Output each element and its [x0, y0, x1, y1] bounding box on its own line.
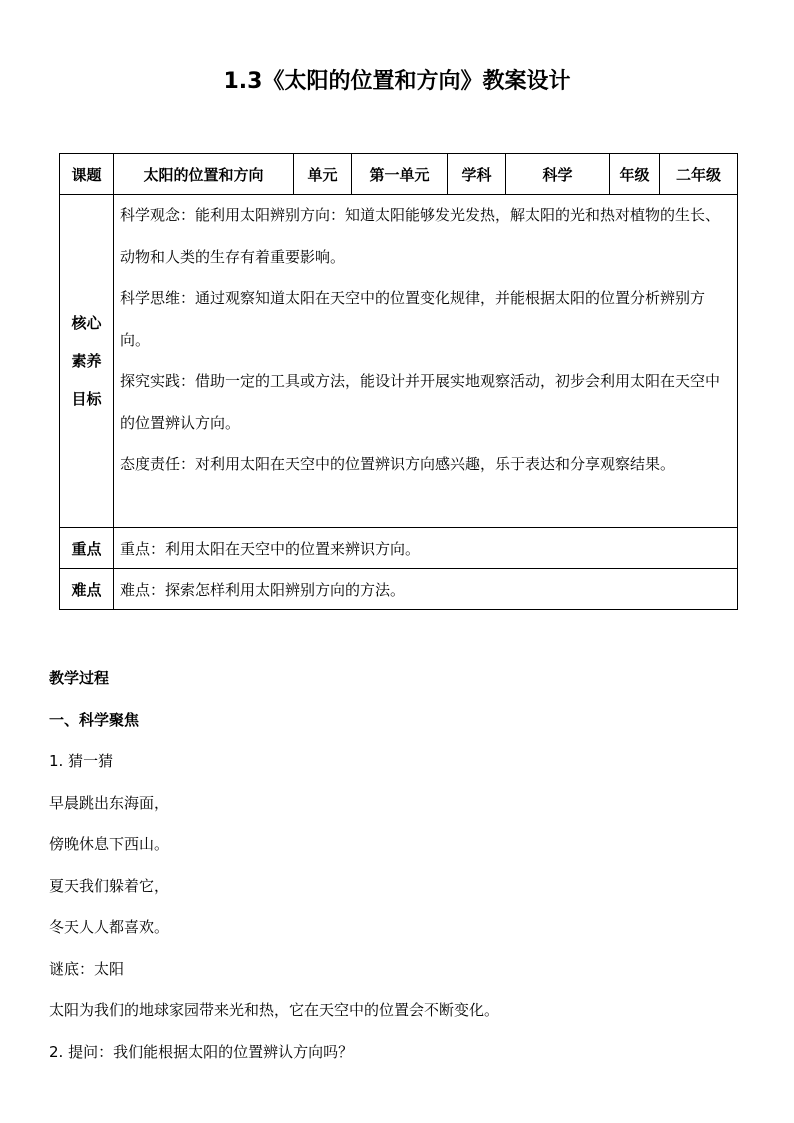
- key-point-label: 重点: [60, 528, 114, 569]
- goal-science-thinking: 科学思维：通过观察知道太阳在天空中的位置变化规律，并能根据太阳的位置分析辨别方向。: [120, 289, 706, 349]
- table-header-row: [60, 154, 738, 195]
- grade-label: 年级: [610, 154, 660, 195]
- subject-value: 科学: [506, 154, 610, 195]
- grade-value: 二年级: [660, 154, 738, 195]
- goal-inquiry-practice: 探究实践：借助一定的工具或方法，能设计并开展实地观察活动，初步会利用太阳在天空中的位置辨认方向。: [120, 372, 721, 432]
- difficulty-row: [60, 569, 738, 610]
- riddle-line: 早晨跳出东海面，: [49, 794, 170, 812]
- goals-content: [114, 195, 738, 528]
- topic-label: 课题: [60, 154, 114, 195]
- lesson-plan-table: [59, 153, 738, 610]
- difficulty-text: 难点：探索怎样利用太阳辨别方向的方法。: [114, 569, 738, 610]
- difficulty-label: 难点: [60, 569, 114, 610]
- riddle-line: 傍晚休息下西山。: [49, 835, 170, 853]
- key-point-text: 重点：利用太阳在天空中的位置来辨识方向。: [114, 528, 738, 569]
- riddle-answer: 谜底：太阳: [49, 960, 125, 978]
- topic-value: 太阳的位置和方向: [114, 154, 294, 195]
- riddle-line: 冬天人人都喜欢。: [49, 918, 170, 936]
- goals-label-line: 素养: [71, 352, 102, 370]
- step-question: 2. 提问：我们能根据太阳的位置辨认方向吗？: [49, 1043, 354, 1061]
- goal-science-concept: 科学观念：能利用太阳辨别方向：知道太阳能够发光发热，解太阳的光和热对植物的生长、动物和人类的生存有着重要影响。: [120, 206, 721, 266]
- unit-value: 第一单元: [352, 154, 448, 195]
- riddle-line: 夏天我们躲着它，: [49, 877, 170, 895]
- goals-label-line: 核心: [71, 314, 102, 332]
- subject-label: 学科: [448, 154, 506, 195]
- goals-label: [60, 195, 114, 528]
- unit-label: 单元: [294, 154, 352, 195]
- process-heading: 教学过程: [49, 669, 110, 687]
- step-guess: 1. 猜一猜: [49, 752, 114, 770]
- goals-label-line: 目标: [71, 390, 102, 408]
- key-point-row: [60, 528, 738, 569]
- goals-row: [60, 195, 738, 528]
- page-title: 1.3《太阳的位置和方向》教案设计: [223, 69, 571, 94]
- sun-statement: 太阳为我们的地球家园带来光和热，它在天空中的位置会不断变化。: [49, 1001, 500, 1019]
- goal-attitude: 态度责任：对利用太阳在天空中的位置辨识方向感兴趣，乐于表达和分享观察结果。: [120, 455, 676, 473]
- section-heading: 一、科学聚焦: [49, 711, 140, 729]
